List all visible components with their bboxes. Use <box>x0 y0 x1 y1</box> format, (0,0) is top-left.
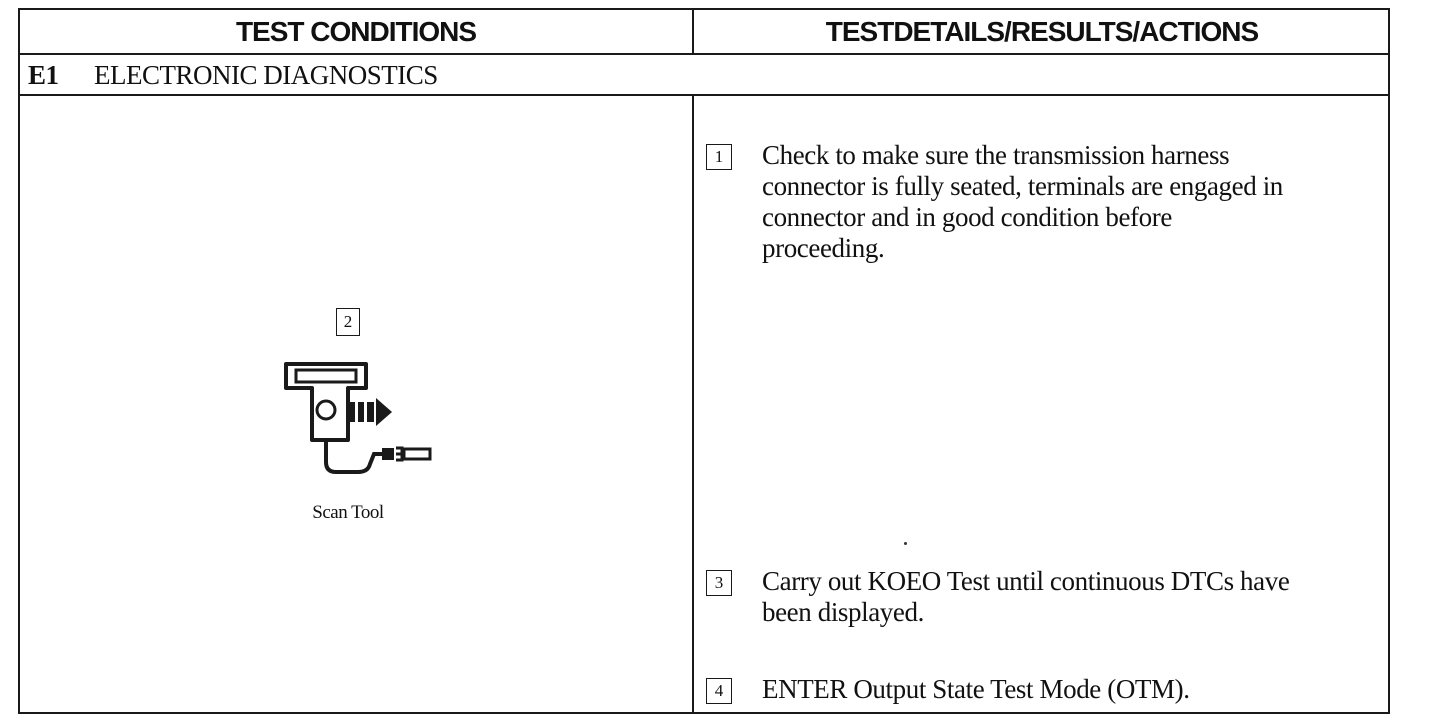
scan-speck <box>904 542 907 545</box>
diagnostic-table <box>18 8 1390 714</box>
figure-caption: Scan Tool <box>312 502 384 523</box>
body-divider <box>692 94 694 712</box>
step-4 <box>706 674 1190 705</box>
section-code: E1 <box>28 59 59 90</box>
step-text-3: Carry out KOEO Test until continuous DTCs have been displayed. <box>762 566 1290 627</box>
step-1 <box>706 140 1283 264</box>
step-text-4: ENTER Output State Test Mode (OTM). <box>762 674 1190 704</box>
step-number-4: 4 <box>706 678 732 704</box>
step-number-3: 3 <box>706 570 732 596</box>
scan-tool-icon <box>278 360 438 480</box>
header-divider <box>692 10 694 54</box>
section-name: ELECTRONIC DIAGNOSTICS <box>94 59 438 90</box>
step-3 <box>706 566 1289 628</box>
header-rule <box>20 53 1388 55</box>
section-title <box>28 56 438 94</box>
column-header-test-conditions: TEST CONDITIONS <box>235 16 477 47</box>
figure-step-number: 2 <box>336 308 360 336</box>
step-text-1: Check to make sure the transmission harness connector is fully seated, terminals are engaged in connector and in good condition before proceeding. <box>762 140 1283 263</box>
step-number-1: 1 <box>706 144 732 170</box>
section-rule <box>20 94 1388 96</box>
column-header-test-details: TESTDETAILS/RESULTS/ACTIONS <box>825 16 1259 47</box>
